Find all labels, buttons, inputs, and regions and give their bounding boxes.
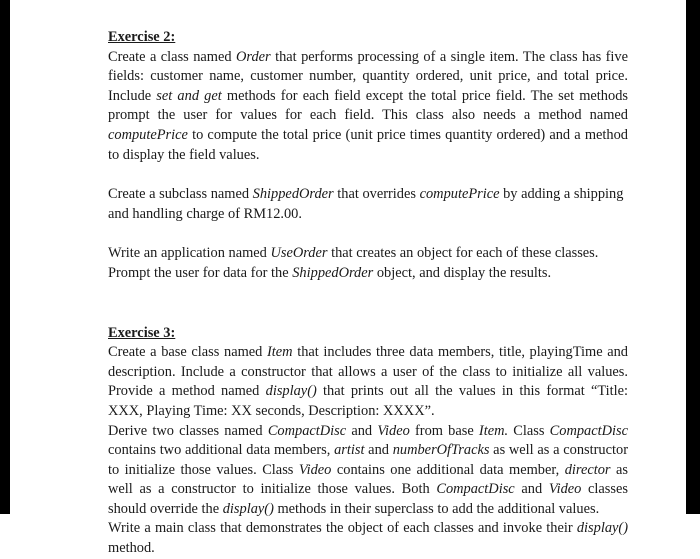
italic-term: ShippedOrder: [252, 186, 334, 203]
text-run: by adding a shipping and handling charge of RM12.00.: [108, 186, 624, 222]
text-run: and: [346, 422, 378, 439]
italic-term: Video: [548, 481, 582, 498]
text-run: Class: [508, 422, 550, 439]
italic-term: director: [564, 461, 611, 478]
italic-term: Item.: [478, 422, 509, 439]
exercise-2-heading: Exercise 2:: [108, 29, 176, 45]
text-run: Create a base class named: [108, 344, 267, 361]
text-run: Create a subclass named: [108, 186, 253, 203]
italic-term: computePrice: [419, 186, 500, 203]
italic-term: CompactDisc: [436, 481, 515, 498]
italic-term: numberOfTracks: [392, 442, 490, 459]
text-run: from base: [409, 422, 479, 439]
text-run: that creates an object for each of these classes. Prompt the user for data for the: [108, 245, 599, 281]
exercise-3-paragraph-3: [108, 519, 628, 558]
text-run: and: [514, 481, 549, 498]
text-run: to compute the total price (unit price times quantity ordered) and a method to display the field values.: [108, 126, 628, 163]
right-screen-edge: [686, 0, 700, 514]
text-run: that includes three data members, title, playingTime and description. Include a constructor that allows a user of the class to initialize all values. Provide a method named: [108, 344, 628, 400]
italic-term: set and get: [156, 87, 222, 104]
exercise-2-paragraph-2: [108, 185, 628, 224]
italic-term: display(): [265, 383, 317, 400]
text-run: and: [364, 442, 393, 459]
text-run: Write a main class that demonstrates the object of each classes and invoke their: [108, 520, 577, 537]
italic-term: ShippedOrder: [292, 264, 374, 281]
exercise-2-paragraph-3: [108, 244, 628, 283]
italic-term: Item: [266, 344, 293, 361]
text-run: Write an application named: [108, 245, 271, 262]
exercise-3-heading: Exercise 3:: [108, 324, 176, 341]
text-run: that overrides: [333, 186, 420, 203]
text-run: Derive two classes named: [108, 422, 268, 439]
left-screen-edge: [0, 0, 10, 514]
text-run: methods for each field except the total price field. The set methods prompt the user for values for each field. This class also needs a method named: [108, 87, 628, 124]
text-run: Create a class named: [108, 48, 236, 65]
exercise-3-paragraph-2: [108, 422, 628, 520]
text-run: object, and display the results.: [373, 264, 552, 281]
text-run: contains two additional data members,: [108, 442, 335, 459]
italic-term: CompactDisc: [549, 422, 628, 439]
text-run: that performs processing of a single item. The class has five fields: customer name, customer number, quantity ordered, unit price, and total price. Include: [108, 48, 628, 104]
italic-term: Video: [298, 461, 332, 478]
text-run: that prints out all the values in this format “Title: XXX, Playing Time: XX seconds, Description: XXXX”.: [108, 383, 628, 419]
italic-term: display(): [222, 500, 274, 517]
italic-term: display(): [576, 520, 628, 537]
exercise-2-paragraph-1: [108, 48, 628, 166]
italic-term: CompactDisc: [267, 422, 347, 439]
exercise-3-paragraph-1: [108, 343, 628, 421]
text-run: classes should override the: [108, 481, 628, 517]
text-run: contains one additional data member,: [331, 461, 565, 478]
text-run: methods in their superclass to add the additional values.: [273, 500, 600, 517]
italic-term: artist: [334, 442, 365, 459]
text-run: as well as a constructor to initialize those values. Both: [108, 461, 628, 498]
document-body: [108, 28, 628, 559]
italic-term: UseOrder: [270, 245, 328, 262]
italic-term: computePrice: [108, 126, 188, 143]
text-run: as well as a constructor to initialize those values. Class: [108, 442, 628, 478]
text-run: method.: [108, 540, 155, 557]
italic-term: Video: [377, 422, 410, 439]
italic-term: Order: [235, 48, 271, 65]
